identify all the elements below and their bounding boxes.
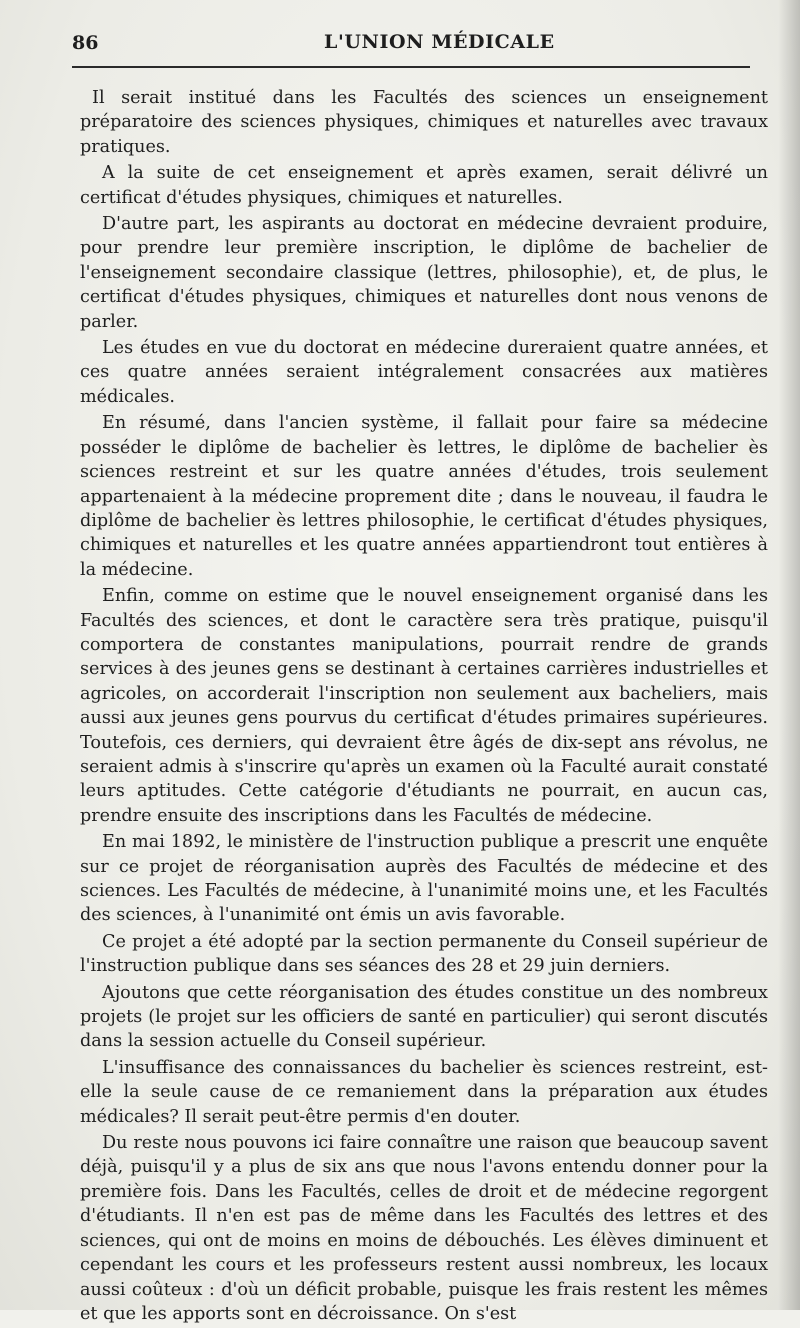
paragraph: Les études en vue du doctorat en médecine dureraient quatre années, et ces quatre années seraient intégralement consacrées aux matières médicales. bbox=[80, 338, 768, 407]
page-header bbox=[72, 28, 772, 56]
header-rule bbox=[72, 66, 750, 68]
paragraph: L'insuffisance des connaissances du bachelier ès sciences restreint, est-elle la seule cause de ce remaniement dans la préparation aux études médicales? Il serait peut-être permis d'en douter. bbox=[80, 1057, 768, 1127]
paragraph: Du reste nous pouvons ici faire connaître une raison que beaucoup savent déjà, puisqu'il y a plus de six ans que nous l'avons entendu donner pour la première fois. Dans les Facultés, celles de droit et de médecine regorgent d'étudiants. Il n'en est pas de même dans les Facultés des lettres et des sciences, qui ont de moins en moins de débouchés. Les élèves diminuent et cependant les cours et les professeurs restent aussi nombreux, les locaux aussi coûteux : d'où un déficit probable, puisque les frais restent les mêmes et que les apports sont en décroissance. On s'est bbox=[80, 1133, 768, 1324]
paragraph: D'autre part, les aspirants au doctorat en médecine devraient produire, pour prendre leur première inscription, le diplôme de bachelier de l'enseignement secondaire classique (lettres, philosophie), et, de plus, le certificat d'études physiques, chimiques et naturelles dont nous venons de parler. bbox=[80, 214, 768, 332]
paragraph: Ce projet a été adopté par la section permanente du Conseil supérieur de l'instruction publique dans ses séances des 28 et 29 juin derniers. bbox=[80, 931, 768, 977]
paragraph: Ajoutons que cette réorganisation des études constitue un des nombreux projets (le projet sur les officiers de santé en particulier) qui seront discutés dans la session actuelle du Conseil supérieur. bbox=[80, 982, 768, 1052]
paragraph: En résumé, dans l'ancien système, il fallait pour faire sa médecine posséder le diplôme de bachelier ès lettres, le diplôme de bachelier ès sciences restreint et sur les quatre années d'études, trois seulement appartenaient à la médecine proprement dite ; dans le nouveau, il faudra le diplôme de bachelier ès lettres philosophie, le certificat d'études physiques, chimiques et naturelles et les quatre années appartiendront tout entières à la médecine. bbox=[80, 413, 768, 580]
paragraph: Enfin, comme on estime que le nouvel enseignement organisé dans les Facultés des sciences, et dont le caractère sera très pratique, puisqu'il comportera de constantes manipulations, pourrait rendre de grands services à des jeunes gens se destinant à certaines carrières industrielles et agricoles, on accorderait l'inscription non seulement aux bacheliers, mais aussi aux jeunes gens pourvus du certificat d'études primaires supérieures. Toutefois, ces derniers, qui devraient être âgés de dix-sept ans révolus, ne seraient admis à s'inscrire qu'après un examen où la Faculté aurait constaté leurs aptitudes. Cette catégorie d'étudiants ne pourrait, en aucun cas, prendre ensuite des inscriptions dans les Facultés de médecine. bbox=[80, 586, 768, 826]
body-text bbox=[80, 86, 768, 1328]
paragraph: Il serait institué dans les Facultés des sciences un enseignement préparatoire des sciences physiques, chimiques et naturelles avec travaux pratiques. bbox=[80, 88, 768, 157]
running-head: L'UNION MÉDICALE bbox=[324, 31, 555, 53]
page-edge-shadow bbox=[778, 0, 800, 1310]
paragraph: En mai 1892, le ministère de l'instruction publique a prescrit une enquête sur ce projet de réorganisation auprès des Facultés de médecine et des sciences. Les Facultés de médecine, à l'unanimité moins une, et les Facultés des sciences, à l'unanimité ont émis un avis favorable. bbox=[80, 832, 768, 926]
page-number: 86 bbox=[72, 32, 99, 54]
paragraph: A la suite de cet enseignement et après examen, serait délivré un certificat d'études physiques, chimiques et naturelles. bbox=[80, 163, 768, 208]
